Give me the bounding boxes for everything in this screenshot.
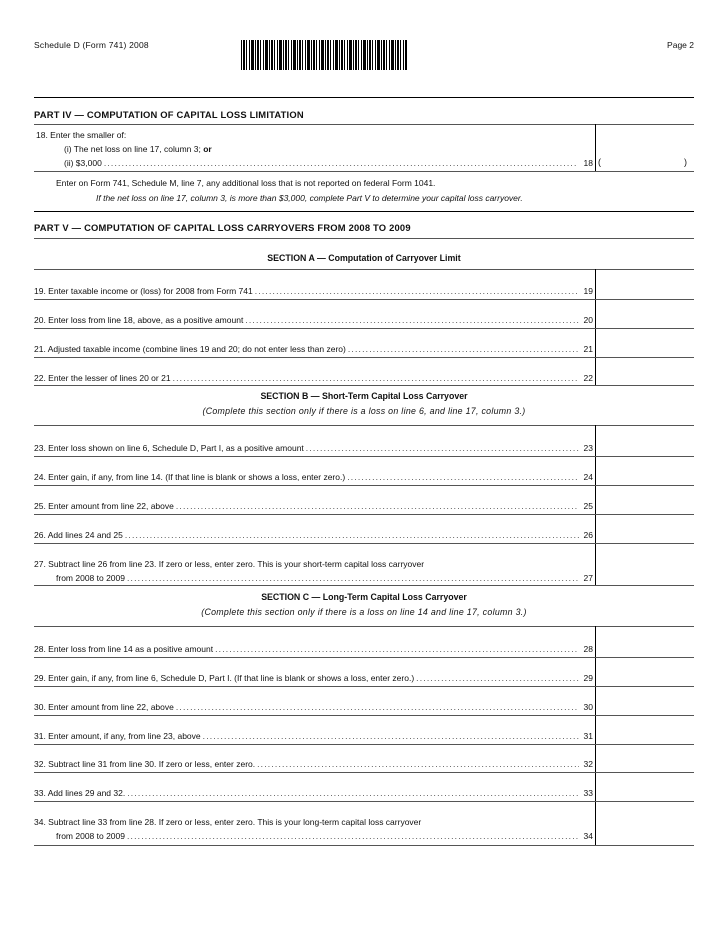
line23-number: 23 bbox=[583, 443, 593, 453]
line29-number: 29 bbox=[583, 673, 593, 683]
line22-label: 22. Enter the lesser of lines 20 or 21 bbox=[34, 373, 171, 383]
line33-number: 33 bbox=[583, 788, 593, 798]
line18-option-ii-text: (ii) $3,000 bbox=[64, 158, 102, 168]
section-c-answer-column bbox=[595, 626, 695, 846]
divider bbox=[34, 385, 694, 386]
line33-label: 33. Add lines 29 and 32. bbox=[34, 788, 126, 798]
leader-dots bbox=[347, 472, 579, 482]
leader-dots bbox=[176, 501, 579, 511]
leader-dots bbox=[306, 443, 579, 453]
line19-label: 19. Enter taxable income or (loss) for 2008 from Form 741 bbox=[34, 286, 253, 296]
line29-label: 29. Enter gain, if any, from line 6, Schedule D, Part I. (If that line is blank or shows a loss, enter zero.) bbox=[34, 673, 415, 683]
leader-dots bbox=[245, 315, 579, 325]
line25-number: 25 bbox=[583, 501, 593, 511]
line27-number: 27 bbox=[583, 573, 593, 583]
line18-answer-box[interactable] bbox=[595, 124, 695, 171]
line34-label: 34. Subtract line 33 from line 28. If zero or less, enter zero. This is your long-term capital loss carryover bbox=[34, 817, 422, 827]
divider bbox=[34, 97, 694, 98]
divider bbox=[34, 238, 694, 239]
line27-row bbox=[56, 573, 579, 583]
divider bbox=[34, 657, 694, 658]
line30-row bbox=[34, 702, 579, 712]
divider bbox=[34, 715, 694, 716]
line30-label: 30. Enter amount from line 22, above bbox=[34, 702, 174, 712]
part4-title: PART IV — COMPUTATION OF CAPITAL LOSS LIMITATION bbox=[34, 109, 304, 120]
line28-number: 28 bbox=[583, 644, 593, 654]
line20-row bbox=[34, 315, 579, 325]
line31-row bbox=[34, 731, 579, 741]
line25-label: 25. Enter amount from line 22, above bbox=[34, 501, 174, 511]
line18-option-i-text: (i) The net loss on line 17, column 3; bbox=[64, 144, 201, 154]
form-title: Schedule D (Form 741) 2008 bbox=[34, 40, 149, 50]
line24-row bbox=[34, 472, 579, 482]
line26-row bbox=[34, 530, 579, 540]
leader-dots bbox=[104, 158, 577, 168]
line34-continuation: from 2008 to 2009 bbox=[56, 831, 125, 841]
line20-label: 20. Enter loss from line 18, above, as a positive amount bbox=[34, 315, 244, 325]
line21-label: 21. Adjusted taxable income (combine lines 19 and 20; do not enter less than zero) bbox=[34, 344, 346, 354]
section-b-answer-column bbox=[595, 425, 695, 585]
leader-dots bbox=[257, 759, 579, 769]
divider bbox=[34, 171, 694, 172]
divider bbox=[34, 845, 694, 846]
line28-row bbox=[34, 644, 579, 654]
divider bbox=[34, 211, 694, 212]
leader-dots bbox=[125, 530, 579, 540]
line27-continuation: from 2008 to 2009 bbox=[56, 573, 125, 583]
section-a-answer-column bbox=[595, 269, 695, 385]
line31-number: 31 bbox=[583, 731, 593, 741]
line18-note: Enter on Form 741, Schedule M, line 7, any additional loss that is not reported on federal Form 1041. bbox=[56, 178, 436, 188]
line33-row bbox=[34, 788, 579, 798]
divider bbox=[34, 456, 694, 457]
line29-row bbox=[34, 673, 579, 683]
divider bbox=[34, 801, 694, 802]
divider bbox=[34, 543, 694, 544]
page-number: Page 2 bbox=[667, 40, 694, 50]
line32-row bbox=[34, 759, 579, 769]
divider bbox=[34, 772, 694, 773]
line27-label: 27. Subtract line 26 from line 23. If zero or less, enter zero. This is your short-term capital loss carryover bbox=[34, 559, 425, 569]
line26-label: 26. Add lines 24 and 25 bbox=[34, 530, 123, 540]
leader-dots bbox=[127, 831, 579, 841]
leader-dots bbox=[348, 344, 579, 354]
leader-dots bbox=[176, 702, 579, 712]
line30-number: 30 bbox=[583, 702, 593, 712]
line20-number: 20 bbox=[583, 315, 593, 325]
line23-row bbox=[34, 443, 579, 453]
section-a-title: SECTION A — Computation of Carryover Limit bbox=[267, 253, 461, 263]
page-header bbox=[34, 40, 694, 74]
close-paren: ) bbox=[684, 157, 687, 167]
section-b-title: SECTION B — Short-Term Capital Loss Carryover bbox=[260, 391, 468, 401]
line18-option-ii bbox=[64, 158, 577, 168]
line21-row bbox=[34, 344, 579, 354]
line23-label: 23. Enter loss shown on line 6, Schedule D, Part I, as a positive amount bbox=[34, 443, 304, 453]
leader-dots bbox=[215, 644, 579, 654]
divider bbox=[34, 485, 694, 486]
part5-title: PART V — COMPUTATION OF CAPITAL LOSS CARRYOVERS FROM 2008 TO 2009 bbox=[34, 222, 411, 233]
line18-label: 18. Enter the smaller of: bbox=[36, 130, 127, 140]
line22-row bbox=[34, 373, 579, 383]
divider bbox=[34, 514, 694, 515]
leader-dots bbox=[127, 573, 579, 583]
leader-dots bbox=[203, 731, 579, 741]
divider bbox=[34, 686, 694, 687]
line18-or: or bbox=[203, 144, 212, 154]
line32-label: 32. Subtract line 31 from line 30. If zero or less, enter zero. bbox=[34, 759, 256, 769]
line24-number: 24 bbox=[583, 472, 593, 482]
line18-number: 18 bbox=[583, 158, 593, 168]
section-b-subtitle: (Complete this section only if there is a loss on line 6, and line 17, column 3.) bbox=[202, 406, 526, 416]
line34-row bbox=[56, 831, 579, 841]
line34-number: 34 bbox=[583, 831, 593, 841]
open-paren: ( bbox=[598, 157, 601, 167]
divider bbox=[34, 328, 694, 329]
leader-dots bbox=[173, 373, 579, 383]
line24-label: 24. Enter gain, if any, from line 14. (If that line is blank or shows a loss, enter zero.) bbox=[34, 472, 346, 482]
divider bbox=[34, 744, 694, 745]
line26-number: 26 bbox=[583, 530, 593, 540]
line22-number: 22 bbox=[583, 373, 593, 383]
leader-dots bbox=[255, 286, 579, 296]
form-page bbox=[34, 0, 694, 942]
divider bbox=[34, 357, 694, 358]
section-c-subtitle: (Complete this section only if there is a loss on line 14 and line 17, column 3.) bbox=[201, 607, 527, 617]
section-c-title: SECTION C — Long-Term Capital Loss Carryover bbox=[261, 592, 467, 602]
divider bbox=[34, 299, 694, 300]
line31-label: 31. Enter amount, if any, from line 23, above bbox=[34, 731, 201, 741]
line25-row bbox=[34, 501, 579, 511]
divider bbox=[34, 585, 694, 586]
line18-option-i bbox=[64, 144, 212, 154]
leader-dots bbox=[127, 788, 579, 798]
line32-number: 32 bbox=[583, 759, 593, 769]
line19-number: 19 bbox=[583, 286, 593, 296]
line19-row bbox=[34, 286, 579, 296]
barcode-icon bbox=[241, 40, 407, 70]
line18-instruction: If the net loss on line 17, column 3, is more than $3,000, complete Part V to determine your capital loss carryover. bbox=[96, 193, 523, 203]
leader-dots bbox=[416, 673, 579, 683]
line28-label: 28. Enter loss from line 14 as a positive amount bbox=[34, 644, 214, 654]
line21-number: 21 bbox=[583, 344, 593, 354]
